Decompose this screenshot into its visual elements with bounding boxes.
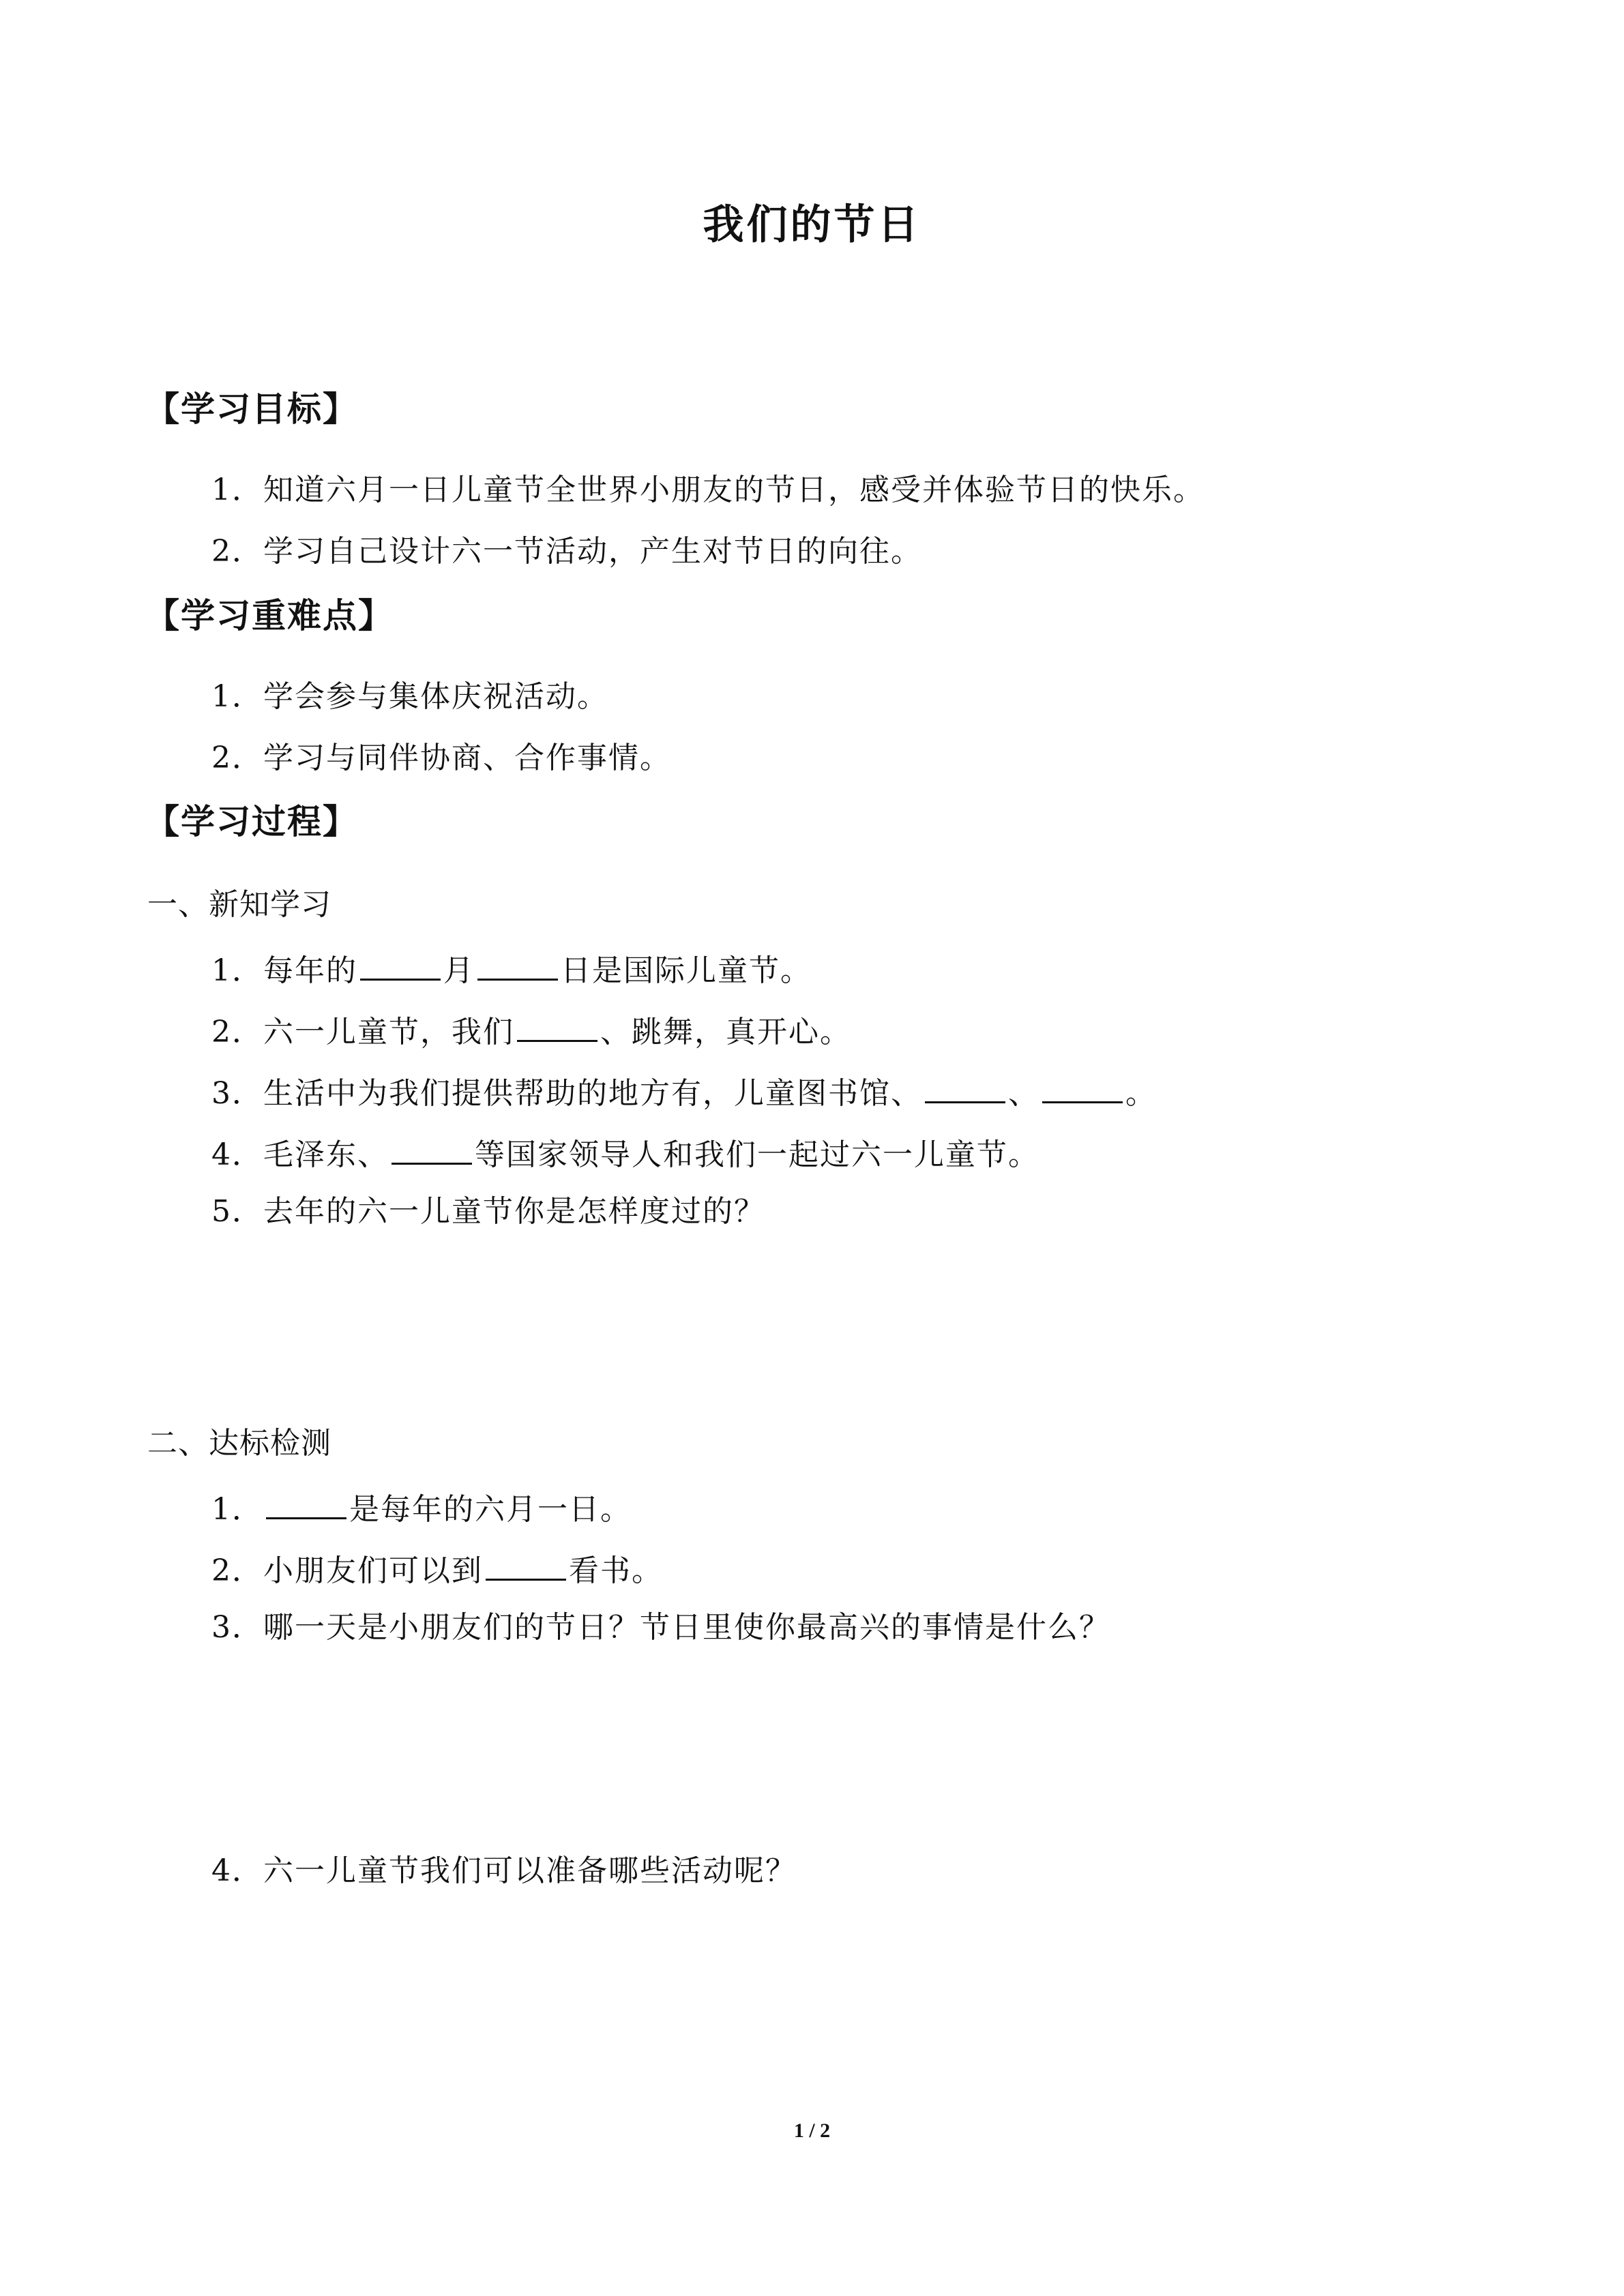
fill-blank[interactable] xyxy=(477,951,558,981)
question-item: 4．六一儿童节我们可以准备哪些活动呢？ xyxy=(211,1853,797,1888)
question-item xyxy=(211,951,812,986)
objective-item: 1．知道六月一日儿童节全世界小朋友的节日，感受并体验节日的快乐。 xyxy=(211,473,1205,507)
page-number: 1 / 2 xyxy=(793,2119,831,2142)
fill-blank[interactable] xyxy=(266,1490,346,1519)
part1-heading: 一、新知学习 xyxy=(147,887,331,922)
objectives-heading: 【学习目标】 xyxy=(145,389,358,429)
question-text: 1．每年的 xyxy=(211,953,357,988)
fill-blank[interactable] xyxy=(517,1013,597,1042)
question-text: 。 xyxy=(1125,1076,1157,1111)
fill-blank[interactable] xyxy=(925,1074,1005,1103)
process-heading: 【学习过程】 xyxy=(145,802,358,841)
page-title: 我们的节日 xyxy=(703,201,921,249)
question-text: 2．六一儿童节，我们 xyxy=(211,1015,514,1049)
question-item xyxy=(211,1490,632,1525)
part2-heading: 二、达标检测 xyxy=(147,1426,331,1461)
question-text: 日是国际儿童节。 xyxy=(561,953,812,988)
question-item xyxy=(211,1135,1039,1170)
question-text: 看书。 xyxy=(569,1553,663,1588)
question-text: 月 xyxy=(443,953,475,988)
question-item: 5．去年的六一儿童节你是怎样度过的？ xyxy=(211,1194,765,1229)
key-point-item: 2．学习与同伴协商、合作事情。 xyxy=(211,741,671,775)
question-text: 1． xyxy=(211,1492,263,1527)
question-text: 是每年的六月一日。 xyxy=(349,1492,632,1527)
question-item xyxy=(211,1013,851,1047)
key-point-item: 1．学会参与集体庆祝活动。 xyxy=(211,679,608,714)
fill-blank[interactable] xyxy=(1042,1074,1123,1103)
question-text: 、 xyxy=(1008,1076,1039,1111)
question-text: 4．毛泽东、 xyxy=(211,1137,389,1172)
question-text: 、跳舞，真开心。 xyxy=(600,1015,851,1049)
question-item: 3．哪一天是小朋友们的节日？节日里使你最高兴的事情是什么？ xyxy=(211,1610,1110,1645)
fill-blank[interactable] xyxy=(392,1135,472,1165)
objective-item: 2．学习自己设计六一节活动，产生对节日的向往。 xyxy=(211,534,922,569)
fill-blank[interactable] xyxy=(486,1551,566,1581)
key-points-heading: 【学习重难点】 xyxy=(145,596,394,636)
question-text: 等国家领导人和我们一起过六一儿童节。 xyxy=(475,1137,1039,1172)
fill-blank[interactable] xyxy=(360,951,441,981)
question-item xyxy=(211,1551,663,1586)
question-text: 2．小朋友们可以到 xyxy=(211,1553,483,1588)
question-text: 3．生活中为我们提供帮助的地方有，儿童图书馆、 xyxy=(211,1076,922,1111)
question-item xyxy=(211,1074,1157,1109)
